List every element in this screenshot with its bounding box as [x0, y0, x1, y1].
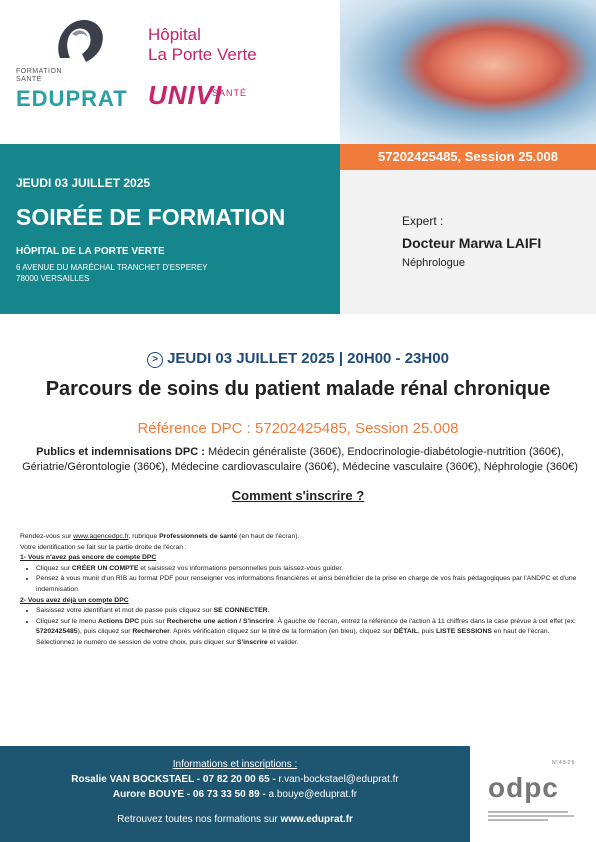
kidney-illustration [340, 0, 596, 144]
text: puis sur [139, 617, 167, 625]
odpc-wordmark: odpc [488, 772, 559, 803]
text: ), puis cliquez sur [77, 628, 133, 636]
footer-title: Informations et inscriptions : [172, 759, 298, 770]
chevron-right-icon: > [147, 352, 163, 368]
agencedpc-link[interactable]: www.agencedpc.fr [73, 533, 129, 540]
registration-heading: Comment s'inscrire ? [231, 488, 365, 503]
training-title: Parcours de soins du patient malade rénal chronique [45, 378, 551, 400]
odpc-fineprint-icon [488, 810, 578, 822]
list-item [36, 606, 580, 617]
logo-subtitle: FORMATION SANTÉ [16, 68, 62, 83]
text: Cliquez sur le menu [36, 617, 98, 625]
email-link[interactable]: r.van-bockstael@eduprat.fr [278, 774, 399, 785]
eduprat-website-link[interactable]: www.eduprat.fr [280, 814, 353, 825]
expert-name: Docteur Marwa LAIFI [402, 235, 542, 251]
text: et saisissez vos informations personnelles puis laissez-vous guider. [138, 564, 344, 572]
text: . Après vérification cliquez sur le titre de la formation (en bleu), cliquez sur [169, 628, 394, 636]
text: (en haut de l'écran). [237, 533, 300, 540]
odpc-number: N° 4 5 2 6 [552, 760, 575, 766]
website-line [0, 814, 470, 825]
hospital-name-line2: La Porte Verte [148, 45, 257, 64]
publics-text: Médecin généraliste (360€), Endocrinologie-diabétologie-nutrition (360€), Gériatrie/Gérontologie (360€), Médecine cardiovasculaire (360€), Médecine vasculaire (360€), Néphrologie (360€) [22, 446, 578, 473]
contact-rosalie [0, 774, 470, 785]
publics-section [20, 445, 580, 475]
text: Rendez-vous sur [20, 533, 74, 540]
text: Professionnels de santé [159, 533, 238, 540]
event-place: HÔPITAL DE LA PORTE VERTE [16, 246, 165, 257]
text: 57202425485 [36, 628, 78, 636]
text: , puis [417, 628, 436, 636]
text: en haut de l'écran. Sélectionnez le numéro de session de votre choix, puis cliquer sur [36, 628, 550, 646]
text: DÉTAIL [393, 628, 418, 636]
event-address-line1: 6 AVENUE DU MARÉCHAL TRANCHET D'ESPEREY [16, 263, 208, 272]
dpc-reference: Référence DPC : 57202425485, Session 25.008 [137, 420, 459, 437]
text: Retrouvez toutes nos formations sur [117, 814, 281, 825]
list-item: • Pensez à vous munir d'un RIB au format PDF pour renseigner vos informations financières et ainsi bénéficier de la prise en charge de vos frais pédagogiques par l'ANDPC et d'une indemnisation [36, 574, 580, 595]
hospital-logo-text [148, 25, 257, 65]
expert-specialty: Néphrologue [402, 257, 465, 269]
expert-label: Expert : [402, 214, 444, 228]
session-line [0, 350, 596, 368]
text: Rechercher [132, 628, 170, 636]
reference-badge: 57202425485, Session 25.008 [340, 144, 596, 170]
text: Saisissez votre identifiant et mot de passe puis cliquez sur [36, 607, 214, 615]
text: Recherche une action / S'inscrire [166, 617, 274, 625]
text: LISTE SESSIONS [436, 628, 492, 636]
email-link[interactable]: a.bouye@eduprat.fr [268, 789, 358, 800]
text: SE CONNECTER [213, 607, 268, 615]
registration-instructions [20, 532, 580, 649]
event-title: SOIRÉE DE FORMATION [16, 204, 286, 230]
contact-name: Rosalie VAN BOCKSTAEL - 07 82 20 00 65 - [71, 774, 279, 785]
publics-label: Publics et indemnisations DPC : [36, 446, 205, 458]
odpc-logo [470, 746, 596, 842]
footer-contacts [0, 746, 470, 842]
session-text: JEUDI 03 JUILLET 2025 | 20H00 - 23H00 [167, 350, 449, 367]
text: Cliquez sur [36, 564, 72, 572]
text: . À gauche de l'écran, entrez la référence de l'action à 11 chiffres dans la case prévue à cet effet (ex: [273, 617, 576, 625]
intro-line2: Votre identification se fait sur la partie droite de l'écran : [20, 543, 187, 551]
text: Actions DPC [97, 617, 140, 625]
logo-brand: EDUPRAT [16, 86, 128, 111]
contact-aurore [0, 789, 470, 800]
univi-logo: UNIVI [148, 80, 223, 110]
univi-sante-text: SANTÉ [212, 88, 248, 98]
text: CRÉER UN COMPTE [71, 564, 139, 572]
step1-heading: 1- Vous n'avez pas encore de compte DPC [20, 554, 157, 562]
text: S'inscrire [237, 638, 268, 646]
hospital-name-line1: Hôpital [148, 25, 201, 44]
footer [0, 746, 596, 842]
event-address-line2: 78000 VERSAILLES [16, 274, 90, 283]
event-date: JEUDI 03 JUILLET 2025 [16, 176, 151, 190]
contact-name: Aurore BOUYE - 06 73 33 50 89 - [112, 789, 269, 800]
step2-heading: 2- Vous avez déjà un compte DPC [20, 596, 129, 604]
list-item [36, 564, 580, 575]
list-item [36, 617, 580, 649]
step1-list [20, 564, 580, 596]
text: , rubrique [128, 533, 160, 540]
text: et valider. [267, 638, 299, 646]
step2-list [20, 606, 580, 648]
text: . [267, 607, 270, 615]
eduprat-logo-icon [52, 18, 106, 66]
